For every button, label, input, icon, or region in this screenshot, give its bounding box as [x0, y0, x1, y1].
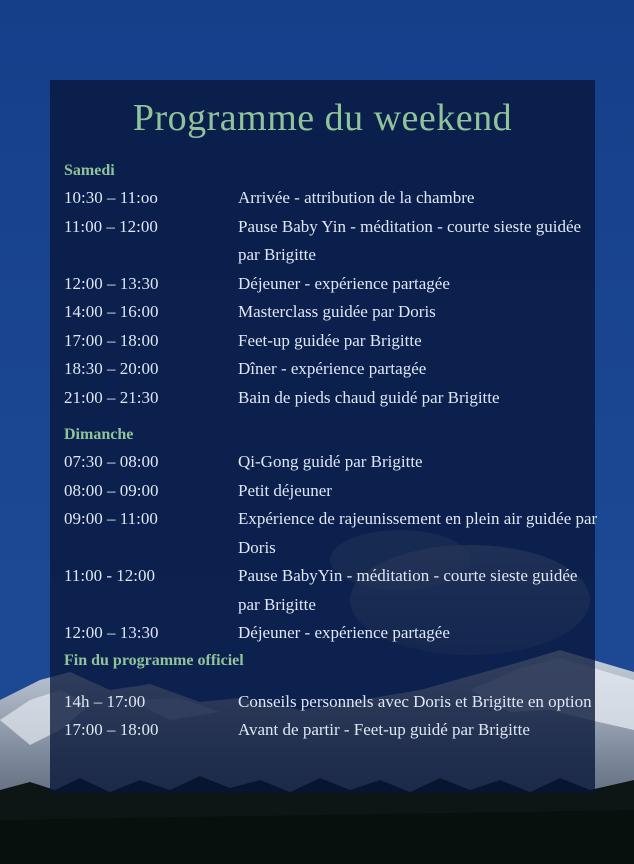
time-slot: 17:00 – 18:00: [64, 330, 159, 350]
schedule-row: [64, 448, 604, 477]
time-slot: 09:00 – 11:00: [64, 509, 158, 528]
activity: Masterclass guidée par Doris: [238, 302, 436, 321]
schedule-row: [64, 384, 604, 413]
time-slot: 21:00 – 21:30: [64, 387, 159, 407]
schedule-row: [64, 562, 604, 619]
time-slot: 07:30 – 08:00: [64, 452, 159, 471]
day-heading-saturday: Samedi: [64, 162, 115, 179]
schedule-row: [64, 505, 604, 562]
time-slot: 08:00 – 09:00: [64, 480, 159, 500]
section-heading-end: Fin du programme officiel: [64, 651, 244, 669]
activity: Bain de pieds chaud guidé par Brigitte: [238, 387, 500, 407]
end-list: [64, 688, 604, 745]
activity: Dîner - expérience partagée: [238, 359, 427, 378]
activity: Pause BabyYin - méditation - courte sieste guidée par Brigitte: [238, 566, 578, 614]
day-heading-sunday: Dimanche: [64, 426, 134, 443]
schedule-row: [64, 270, 604, 299]
time-slot: 14h – 17:00: [64, 691, 146, 711]
activity: Avant de partir - Feet-up guidé par Brigitte: [238, 720, 530, 739]
activity: Petit déjeuner: [238, 480, 332, 500]
saturday-list: [64, 184, 604, 412]
time-slot: 12:00 – 13:30: [64, 273, 159, 293]
schedule-row: [64, 716, 604, 745]
time-slot: 10:30 – 11:oo: [64, 188, 158, 207]
schedule-row: [64, 688, 604, 717]
activity: Conseils personnels avec Doris et Brigitte en option: [238, 691, 592, 711]
activity: Pause Baby Yin - méditation - courte sieste guidée par Brigitte: [238, 216, 582, 264]
schedule-row: [64, 619, 604, 648]
activity: Déjeuner - expérience partagée: [238, 273, 450, 293]
activity: Arrivée - attribution de la chambre: [238, 188, 475, 207]
activity: Déjeuner - expérience partagée: [238, 623, 450, 642]
time-slot: 17:00 – 18:00: [64, 720, 159, 739]
schedule-row: [64, 327, 604, 356]
page-title: Programme du weekend: [132, 97, 513, 139]
schedule: [64, 158, 604, 745]
time-slot: 11:00 - 12:00: [64, 566, 155, 585]
activity: Feet-up guidée par Brigitte: [238, 330, 422, 350]
activity: Qi-Gong guidé par Brigitte: [238, 452, 423, 471]
schedule-row: [64, 477, 604, 506]
schedule-row: [64, 213, 604, 270]
time-slot: 11:00 – 12:00: [64, 216, 158, 236]
schedule-row: [64, 298, 604, 327]
schedule-row: [64, 355, 604, 384]
schedule-row: [64, 184, 604, 213]
sunday-list: [64, 448, 604, 648]
time-slot: 18:30 – 20:00: [64, 359, 159, 378]
activity: Expérience de rajeunissement en plein air guidée par Doris: [238, 509, 598, 557]
time-slot: 14:00 – 16:00: [64, 302, 159, 321]
time-slot: 12:00 – 13:30: [64, 623, 159, 642]
